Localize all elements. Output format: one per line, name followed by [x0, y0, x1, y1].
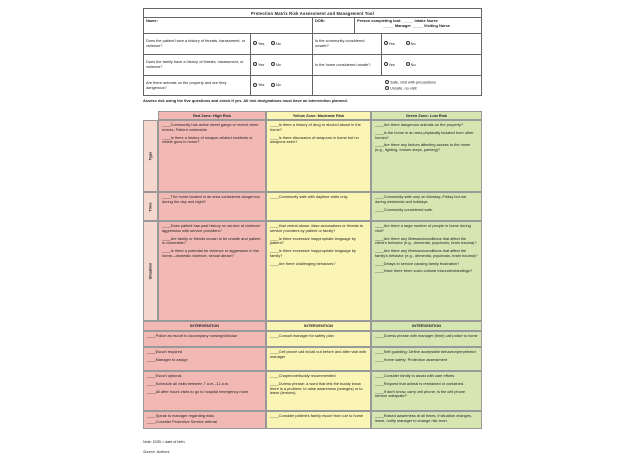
radio-circle-icon[interactable] [253, 62, 257, 66]
intervention-item[interactable]: ____Speak to manager regarding risks [147, 413, 215, 418]
risk-item[interactable]: ____Community safe with daytime visits only. [270, 194, 349, 199]
footnote: Note: DOB = date of birth. [143, 440, 186, 444]
yes-option[interactable]: Yes [253, 41, 264, 46]
risk-item[interactable]: ____Community considered safe. [375, 206, 433, 212]
risk-item[interactable]: ____Community has active street gangs or recent crime events. Patient vulnerable. [162, 122, 259, 132]
community-question-cell [313, 34, 482, 55]
radio-circle-icon[interactable] [384, 62, 388, 66]
risk-item[interactable]: ____The home located in an area considered dangerous during the day and night? [162, 194, 260, 204]
intervention-header-red: INTERVENTION [143, 321, 266, 331]
intervention-item[interactable]: ____Consider patient's family escort from car to home [270, 413, 364, 418]
no-option[interactable]: No [271, 62, 281, 67]
risk-item[interactable]: ____Does patient has past history on service of violence/ aggression with service providers? [162, 223, 261, 233]
yes-option[interactable]: Yes [384, 62, 395, 67]
intervention-red-cell [143, 347, 266, 371]
risk-item[interactable]: ____Are family or friends known to be unsafe and patient is vulnerable? [162, 235, 261, 246]
situation-yellow-cell [266, 221, 371, 321]
intervention-item[interactable]: ____If don't know, carry cell phone; is the cell phone service adequate? [375, 388, 466, 399]
header-table [143, 8, 482, 96]
no-option[interactable]: No [271, 82, 281, 87]
risk-item[interactable]: ____Are there any illnesses/conditions that affect the family's behavior (e.g., dementia, psychosis, brain trauma)? [375, 248, 478, 258]
intervention-item[interactable]: ____Duress phrase with manager (time) call police to home [375, 333, 478, 338]
intervention-green-cell [371, 371, 482, 411]
intervention-item[interactable]: ____Consult manager for safety plan [270, 333, 334, 338]
intervention-yellow-cell [266, 331, 371, 347]
question-community-unsafe: Is the community considered unsafe? [313, 34, 381, 54]
intervention-green-cell [371, 331, 482, 347]
radio-circle-icon[interactable] [385, 80, 389, 84]
intervention-yellow-cell [266, 371, 371, 411]
intervention-yellow-cell [266, 347, 371, 371]
radio-circle-icon[interactable] [253, 83, 257, 87]
intervention-green-cell [371, 347, 482, 371]
intervention-yellow-cell [266, 411, 371, 429]
patient-history-options[interactable] [251, 34, 313, 55]
intervention-item[interactable]: ____All after hours visits to go to hospital emergency room [147, 388, 249, 394]
type-green-cell [371, 120, 482, 192]
document-title: Protection Matrix Risk Assessment and Management Tool [144, 9, 482, 18]
intervention-item[interactable]: ____Consider Protective Service referral [147, 418, 218, 424]
family-history-options[interactable] [251, 55, 313, 76]
radio-circle-icon[interactable] [253, 41, 257, 45]
type-yellow-cell [266, 120, 371, 192]
question-animals: Are there animals on the property and are they dangerous? [144, 76, 251, 96]
risk-item[interactable]: ____Is there excessive inappropriate language by family? [270, 248, 356, 258]
red-zone-header: Red Zone: High Risk [158, 111, 266, 120]
instruction-text: Assess risk using the five questions and check if yes. All risk designations must have an intervention planned. [143, 98, 348, 103]
risk-item[interactable]: ____Is there excessive inappropriate language by patient? [270, 235, 356, 246]
animals-options[interactable] [251, 76, 313, 96]
green-zone-header: Green Zone: Low Risk [371, 111, 482, 120]
side-label-situation: Situation [143, 221, 158, 321]
radio-circle-icon[interactable] [271, 62, 275, 66]
time-yellow-cell [266, 192, 371, 221]
risk-item[interactable]: ____Is there a history of weapon-related incidents or visible guns in home? [162, 134, 253, 145]
intervention-item[interactable]: ____Self guarding: Define acceptable behavior/perpetrator [375, 349, 477, 354]
intervention-item[interactable]: ____Police as escort to accompany nursing/clinician [147, 333, 238, 338]
time-green-cell [371, 192, 482, 221]
risk-item[interactable]: ____Are there a large number of people in home during visit? [375, 223, 471, 233]
yes-option[interactable]: Yes [384, 41, 395, 46]
intervention-item[interactable]: ____Cell phone call in/call out before and after visit with manager [270, 349, 367, 359]
source-note: Source. Authors. [143, 450, 171, 454]
question-home-unsafe: Is the home considered unsafe? [313, 55, 381, 75]
dob-field[interactable]: DOB: [313, 18, 355, 34]
radio-circle-icon[interactable] [384, 41, 388, 45]
radio-circle-icon[interactable] [271, 41, 275, 45]
side-label-type: Type [143, 120, 158, 192]
person-completing-label: Person completing tool: _____ Intake Nurse [357, 18, 438, 23]
yes-option[interactable]: Yes [253, 82, 264, 87]
unsafe-no-visit-option[interactable]: Unsafe, no visit [385, 86, 479, 91]
risk-item[interactable]: ____Is the home in an area physically isolated from other homes? [375, 129, 474, 140]
intervention-item[interactable]: ____Chaperone/buddy recommended [270, 373, 336, 378]
person-completing-field[interactable] [355, 18, 482, 34]
risk-item[interactable]: ____Had verbal abuse, false accusations or threats to service providers by patient or family? [270, 223, 363, 233]
person-completing-label-2: _____ Manager _____ Visiting Nurse [383, 22, 450, 28]
risk-assessment-document [143, 8, 482, 460]
radio-circle-icon[interactable] [385, 86, 389, 90]
intervention-item[interactable]: ____Request that animal is restrained or contained. [375, 380, 465, 386]
risk-matrix [143, 111, 482, 429]
no-option[interactable]: No [406, 41, 416, 46]
risk-item[interactable]: ____Are there dangerous animals on the property? [375, 122, 464, 127]
visit-decision-options[interactable] [313, 76, 482, 96]
home-unsafe-options[interactable] [381, 55, 481, 75]
radio-circle-icon[interactable] [271, 83, 275, 87]
risk-item[interactable]: ____Have there been socio cultural misunderstandings? [375, 268, 473, 274]
radio-circle-icon[interactable] [406, 62, 410, 66]
intervention-header-green: INTERVENTION [371, 321, 482, 331]
risk-item[interactable]: ____Are there challenging behaviors? [270, 260, 336, 266]
radio-circle-icon[interactable] [406, 41, 410, 45]
time-red-cell [158, 192, 266, 221]
risk-item[interactable]: ____Is there a potential for violence or aggression in the home—domestic violence, sexual abuse? [162, 248, 259, 258]
yellow-zone-header: Yellow Zone: Moderate Risk [266, 111, 371, 120]
no-option[interactable]: No [406, 62, 416, 67]
risk-item[interactable]: ____Are there any illnesses/conditions that affect the client's behavior (e.g., dementia, psychosis, brain trauma)? [375, 235, 477, 246]
name-field[interactable]: Name: [144, 18, 313, 34]
intervention-red-cell [143, 331, 266, 347]
risk-item[interactable]: ____Is there a history of drug or alcohol abuse in the home? [270, 122, 361, 132]
question-patient-history: Does the patient have a history of threats, harassment, or violence? [144, 34, 251, 55]
intervention-green-cell [371, 411, 482, 429]
situation-red-cell [158, 221, 266, 321]
intervention-red-cell [143, 371, 266, 411]
community-unsafe-options[interactable] [381, 34, 481, 54]
question-family-history: Does the family have a history of threats, harassment, or violence? [144, 55, 251, 76]
intervention-red-cell [143, 411, 266, 429]
intervention-item[interactable]: ____Home safety: Protection assessment [375, 356, 448, 362]
type-red-cell [158, 120, 266, 192]
risk-item[interactable]: ____Is there discussion of weapons in home but no weapons seen? [270, 134, 359, 145]
intervention-item[interactable]: ____Raised awareness at all times, if situation changes, leave, notify manager to change risk level. [375, 413, 472, 423]
situation-green-cell [371, 221, 482, 321]
intervention-item[interactable]: ____Consider family to assist with care efforts [375, 373, 455, 378]
risk-item[interactable]: ____Delays in service causing family frustration? [375, 260, 460, 266]
intervention-header-yellow: INTERVENTION [266, 321, 371, 331]
intervention-item[interactable]: ____Manager to assign [147, 356, 188, 362]
home-question-cell [313, 55, 482, 76]
intervention-item[interactable]: ____Escort required [147, 349, 183, 354]
no-option[interactable]: No [271, 41, 281, 46]
intervention-item[interactable]: ____Duress phrase: a word that lets the buddy know there is a problem; to raise awareness (oranges) or to leave (lemons) [270, 380, 363, 396]
intervention-item[interactable]: ____Schedule all visits between 7 a.m.–11 a.m. [147, 380, 230, 386]
risk-item[interactable]: ____Are there any factors affecting access to the home (e.g., lighting, broken steps, parking)? [375, 142, 471, 153]
risk-item[interactable]: ____Community safe only on Monday–Friday but not during weekends and holidays. [375, 194, 467, 204]
yes-option[interactable]: Yes [253, 62, 264, 67]
side-label-time: Time [143, 192, 158, 221]
safe-visit-option[interactable]: Safe, visit with precautions [385, 80, 479, 85]
intervention-item[interactable]: ____Escort optional [147, 373, 182, 378]
